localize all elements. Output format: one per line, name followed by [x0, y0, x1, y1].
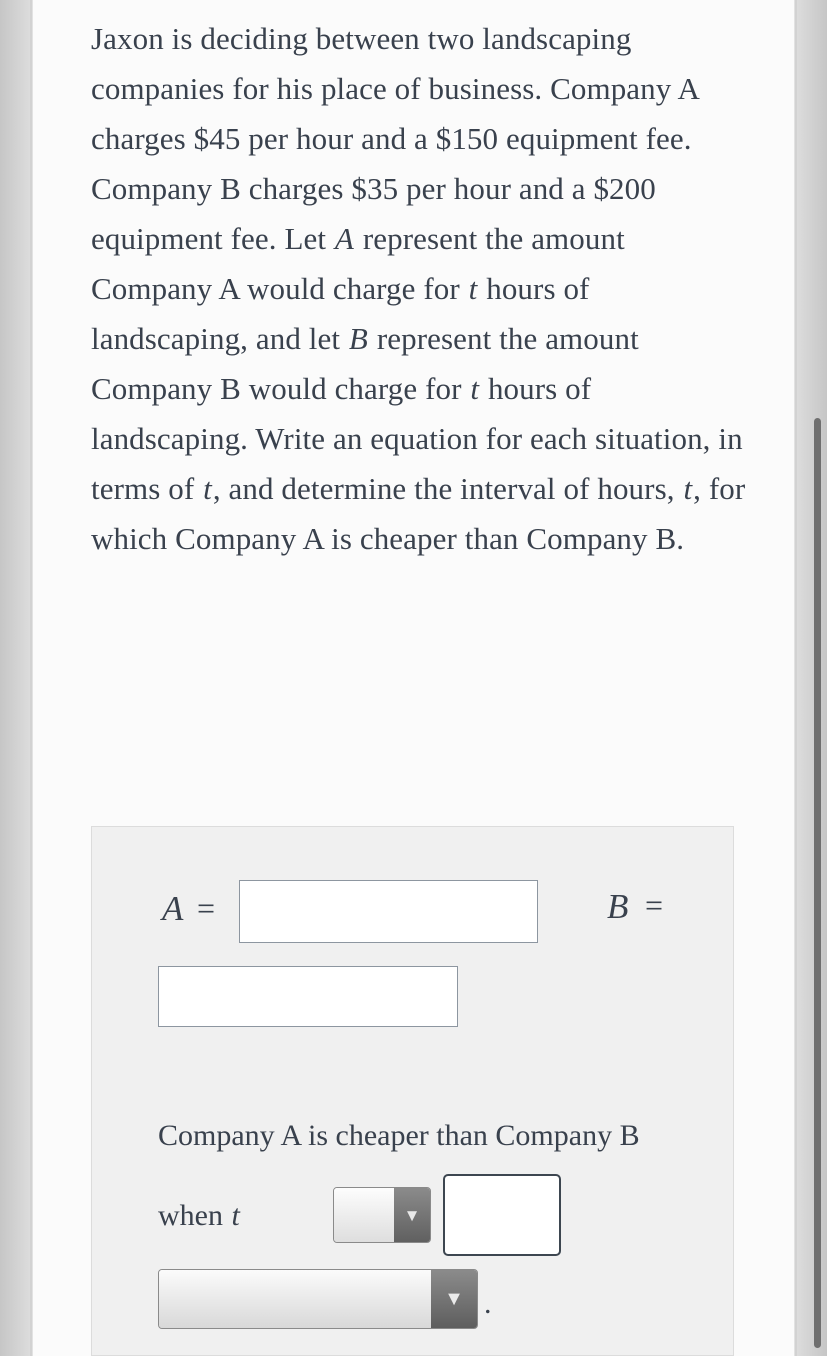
- chevron-down-icon: ▼: [394, 1188, 430, 1242]
- question-run-8: hours of landscaping. Write an equation for each situation, in terms of: [91, 371, 743, 506]
- question-run-5: B: [348, 321, 368, 356]
- when-label-prefix: when: [158, 1199, 223, 1232]
- answer-panel: [91, 826, 734, 1356]
- cheaper-statement: Company A is cheaper than Company B: [158, 1119, 640, 1152]
- question-run-7: t: [470, 371, 480, 406]
- units-dropdown[interactable]: [158, 1269, 478, 1329]
- content-sheet: [33, 0, 794, 1356]
- hours-input[interactable]: [443, 1174, 561, 1256]
- equation-b-equals: =: [645, 887, 664, 923]
- equation-a-input[interactable]: [239, 880, 538, 943]
- question-run-12: , for which Company A is cheaper than Company B.: [91, 471, 746, 556]
- question-run-9: t: [203, 471, 212, 506]
- question-run-10: , and determine the interval of hours,: [212, 471, 683, 506]
- question-run-3: t: [468, 271, 478, 306]
- chevron-down-icon: ▼: [431, 1270, 477, 1328]
- when-label: [158, 1199, 241, 1233]
- question-run-6: represent the amount Company B would charge for: [91, 321, 639, 406]
- trailing-period: .: [484, 1287, 492, 1320]
- question-text: [91, 14, 751, 564]
- equation-a-equals: =: [197, 890, 216, 926]
- inequality-dropdown[interactable]: [333, 1187, 431, 1243]
- question-run-0: Jaxon is deciding between two landscaping companies for his place of business. Company A charges $45 per hour and a $150 equipment fee. Company B charges $35 per hour and a $200 equipment fee. Let: [91, 21, 699, 256]
- when-label-var: t: [231, 1199, 240, 1232]
- equation-a-label: A: [162, 889, 184, 928]
- question-run-11: t: [683, 471, 693, 506]
- question-run-1: A: [334, 221, 354, 256]
- units-dropdown-value: [159, 1270, 431, 1328]
- equation-b-input[interactable]: [158, 966, 458, 1027]
- equation-b-label: B: [607, 887, 629, 926]
- inequality-dropdown-value: [334, 1188, 394, 1242]
- question-run-2: represent the amount Company A would charge for: [91, 221, 625, 306]
- question-run-4: hours of landscaping, and let: [91, 271, 590, 356]
- scrollbar-thumb[interactable]: [814, 418, 821, 1348]
